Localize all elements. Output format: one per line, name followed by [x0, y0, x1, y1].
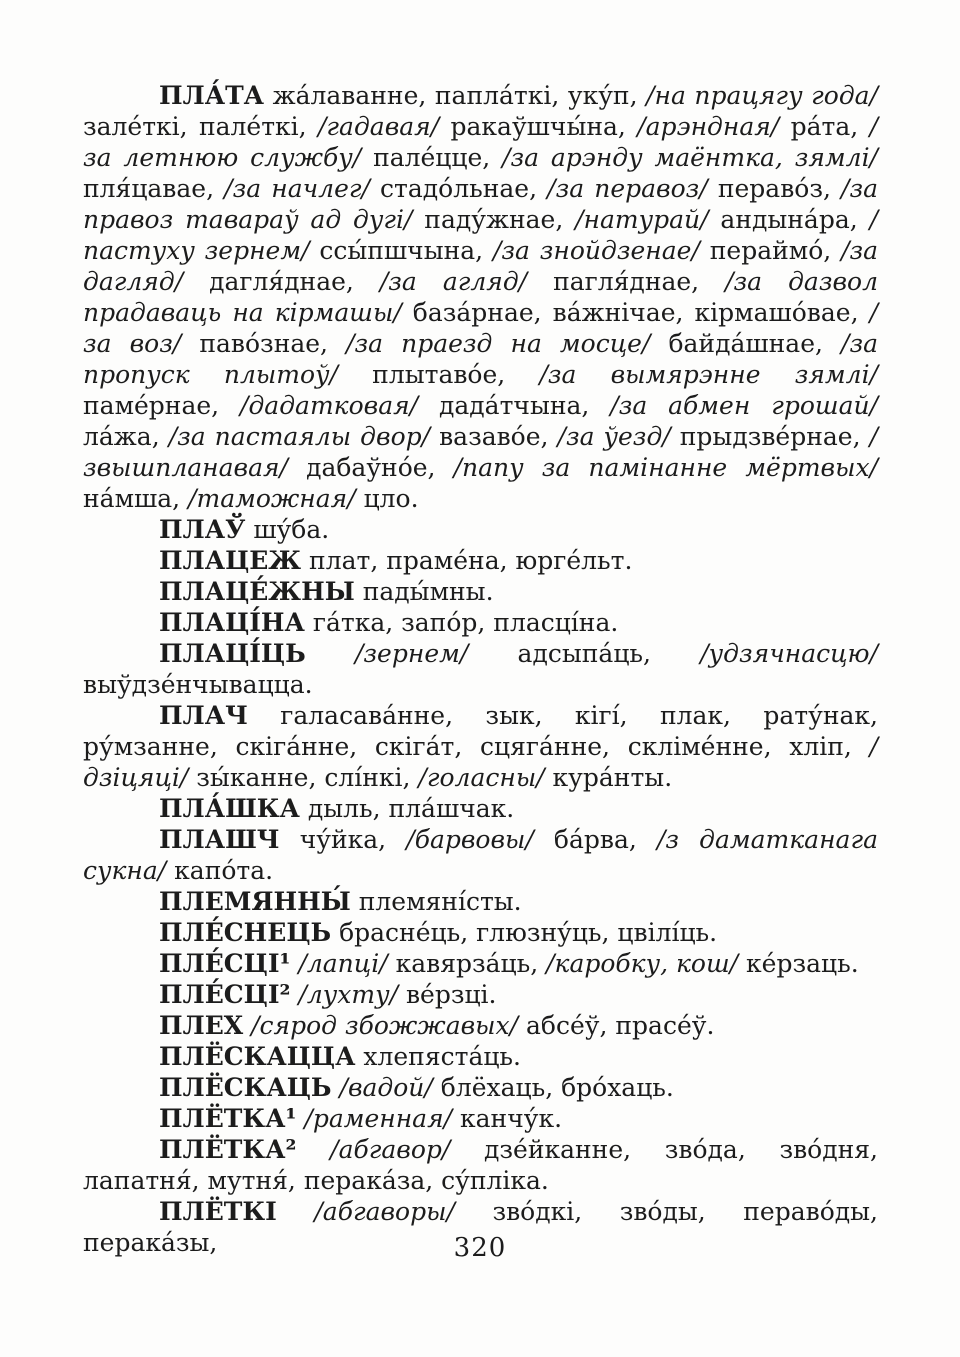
- entry-headword: ПЛЕМЯННЫ́: [159, 887, 351, 916]
- entry-synonyms: прыдзве́рнае,: [670, 422, 870, 451]
- dictionary-entry: [83, 1041, 878, 1072]
- entry-headword: ПЛЁТКІ: [159, 1197, 277, 1226]
- entry-context: /раменная/: [304, 1104, 453, 1133]
- entry-headword: ПЛАШЧ: [159, 825, 280, 854]
- entry-context: /дзіцяці/: [83, 732, 878, 792]
- entry-context: /дадатковая/: [240, 391, 419, 420]
- dictionary-entry: [83, 979, 878, 1010]
- entry-context: /арэндная/: [637, 112, 780, 141]
- entry-synonyms: дыль, пла́шчак.: [299, 794, 515, 823]
- dictionary-entry: [83, 80, 878, 514]
- entry-headword: ПЛАЧ: [159, 701, 248, 730]
- entry-synonyms: цло.: [355, 484, 419, 513]
- entry-context: /удзячнасцю/: [700, 639, 878, 668]
- dictionary-entry: [83, 545, 878, 576]
- dictionary-entry: [83, 793, 878, 824]
- entry-context: /голасны/: [418, 763, 545, 792]
- entry-context: /з даматканага сукна/: [83, 825, 878, 885]
- entry-synonyms: дабаўно́е,: [287, 453, 454, 482]
- entry-context: /за пастаялы двор/: [168, 422, 431, 451]
- entry-synonyms: блёхаць, бро́хаць.: [432, 1073, 674, 1102]
- entry-headword: ПЛАЦІ́НА: [159, 608, 305, 637]
- entry-context: /папу за памінанне мёртвых/: [453, 453, 878, 482]
- entry-synonyms: ссы́пшчына,: [309, 236, 493, 265]
- entry-synonyms: кура́нты.: [544, 763, 673, 792]
- entry-context: /за перавоз/: [547, 174, 708, 203]
- entry-context: /за арэнду маёнтка, зямлі/: [502, 143, 878, 172]
- entry-synonyms: зво́дкі, зво́ды, пераво́ды, перака́зы,: [83, 1197, 878, 1257]
- entry-headword: ПЛЕХ: [159, 1011, 244, 1040]
- entry-synonyms: абсе́ў, прасе́ў.: [518, 1011, 715, 1040]
- entry-synonyms: плытаво́е,: [337, 360, 540, 389]
- dictionary-entry: [83, 1103, 878, 1134]
- entry-headword: ПЛАЎ: [159, 515, 246, 544]
- entry-headword: ПЛА́ШКА: [159, 794, 300, 823]
- dictionary-entry: [83, 886, 878, 917]
- entry-context: /за ўезд/: [557, 422, 671, 451]
- entry-synonyms: байда́шнае,: [650, 329, 842, 358]
- entry-synonyms: племяні́сты.: [350, 887, 522, 916]
- entry-context: /лапці/: [298, 949, 388, 978]
- dictionary-entry: [83, 824, 878, 886]
- entry-context: /за дазвол прадаваць на кірмашы/: [83, 267, 878, 327]
- entry-synonyms: база́рнае, ва́жнічае, кірмашо́вае,: [401, 298, 870, 327]
- entry-synonyms: ра́та,: [779, 112, 870, 141]
- entry-headword: ПЛЕ́СЦІ¹: [159, 949, 291, 978]
- entry-synonyms: дада́тчына,: [418, 391, 611, 420]
- entry-headword: ПЛЕ́СЦІ²: [159, 980, 291, 1009]
- entry-context: /за агляд/: [379, 267, 528, 296]
- entry-synonyms: плат, праме́на, юрге́льт.: [301, 546, 633, 575]
- entry-synonyms: паду́жнае,: [412, 205, 576, 234]
- dictionary-entry: [83, 607, 878, 638]
- dictionary-entry: [83, 1010, 878, 1041]
- entry-headword: ПЛЁТКА²: [159, 1135, 297, 1164]
- dictionary-entry: [83, 638, 878, 700]
- entry-headword: ПЛЁСКАЦЦА: [159, 1042, 356, 1071]
- entry-synonyms: [332, 1073, 340, 1102]
- entry-context: /за правоз тавараў ад дугі/: [83, 174, 879, 234]
- dictionary-entry: [83, 917, 878, 948]
- entry-synonyms: адсыпа́ць,: [468, 639, 701, 668]
- entry-synonyms: ве́рзці.: [398, 980, 497, 1009]
- entry-synonyms: вазаво́е,: [430, 422, 558, 451]
- entry-context: /за абмен грошай/: [610, 391, 878, 420]
- entry-synonyms: ла́жа,: [83, 422, 169, 451]
- entry-context: /за знойдзенае/: [492, 236, 700, 265]
- entry-context: /гадавая/: [318, 112, 440, 141]
- entry-context: /за летнюю службу/: [83, 112, 878, 172]
- dictionary-entry: [83, 1134, 878, 1196]
- entry-headword: ПЛАЦЕ́ЖНЫ: [159, 577, 355, 606]
- dictionary-entry: [83, 514, 878, 545]
- entry-context: /за вымярэнне зямлі/: [539, 360, 878, 389]
- entry-headword: ПЛА́ТА: [159, 81, 265, 110]
- entry-synonyms: галасава́нне, зык, кігі́, плак, рату́нак, ру́мзанне, скіга́нне, скіга́т, сцяга́нне, скліме́нне, хліп,: [83, 701, 878, 761]
- entry-context: /на працягу года/: [646, 81, 878, 110]
- entry-context: /пастуху зернем/: [83, 205, 878, 265]
- dictionary-entry: [83, 948, 878, 979]
- entry-synonyms: пале́цце,: [361, 143, 503, 172]
- entry-synonyms: ке́рзаць.: [738, 949, 859, 978]
- entry-context: /сярод збожжавых/: [251, 1011, 519, 1040]
- entry-context: /зернем/: [355, 639, 469, 668]
- entry-synonyms: канчу́к.: [452, 1104, 563, 1133]
- entry-context: /таможная/: [188, 484, 356, 513]
- entry-synonyms: брасне́ць, глюзну́ць, цвілі́ць.: [331, 918, 718, 947]
- entry-synonyms: ба́рва,: [533, 825, 657, 854]
- entry-context: /абгаворы/: [314, 1197, 455, 1226]
- entry-headword: ПЛЁСКАЦЬ: [159, 1073, 332, 1102]
- entry-synonyms: на́мша,: [83, 484, 189, 513]
- entry-context: /звышпланавая/: [83, 422, 879, 482]
- entry-context: /за пропуск плытоў/: [83, 329, 878, 389]
- entry-synonyms: капо́та.: [166, 856, 274, 885]
- entry-context: /каробку, кош/: [546, 949, 739, 978]
- entry-headword: ПЛЕ́СНЕЦЬ: [159, 918, 332, 947]
- entry-synonyms: [306, 639, 355, 668]
- entry-context: /лухту/: [298, 980, 399, 1009]
- entry-synonyms: чу́йка,: [279, 825, 407, 854]
- entry-synonyms: пераво́з,: [707, 174, 842, 203]
- dictionary-entry: [83, 1072, 878, 1103]
- page-number: 320: [453, 1233, 507, 1263]
- entry-synonyms: жа́лаванне, папла́ткі, уку́п,: [264, 81, 647, 110]
- entry-synonyms: [277, 1197, 315, 1226]
- entry-headword: ПЛЁТКА¹: [159, 1104, 297, 1133]
- entry-context: /за праезд на мосце/: [346, 329, 651, 358]
- entry-synonyms: паво́знае,: [181, 329, 347, 358]
- entry-context: /за начлег/: [224, 174, 370, 203]
- entry-synonyms: хлепяста́ць.: [355, 1042, 521, 1071]
- entry-context: /барвовы/: [406, 825, 534, 854]
- entry-list: [83, 80, 878, 1258]
- entry-synonyms: дзе́йканне, зво́да, зво́дня, лапатня́, мутня́, перака́за, су́пліка.: [83, 1135, 878, 1195]
- entry-context: /натурай/: [575, 205, 709, 234]
- dictionary-entry: [83, 576, 878, 607]
- entry-context: /за дагляд/: [83, 236, 879, 296]
- entry-synonyms: дагля́днае,: [183, 267, 380, 296]
- entry-synonyms: ракаўшчы́на,: [439, 112, 638, 141]
- entry-headword: ПЛАЦЕЖ: [159, 546, 302, 575]
- entry-context: /за воз/: [83, 298, 878, 358]
- entry-context: /вадой/: [339, 1073, 433, 1102]
- entry-headword: ПЛАЦІ́ЦЬ: [159, 639, 306, 668]
- entry-synonyms: пля́цавае,: [83, 174, 225, 203]
- entry-synonyms: кавярза́ць,: [387, 949, 547, 978]
- entry-synonyms: зале́ткі, пале́ткі,: [83, 112, 318, 141]
- entry-context: /абгавор/: [330, 1135, 451, 1164]
- entry-synonyms: [243, 1011, 251, 1040]
- entry-synonyms: пераймо́,: [699, 236, 842, 265]
- entry-synonyms: [296, 1135, 330, 1164]
- dictionary-entry: [83, 700, 878, 793]
- entry-synonyms: га́тка, запо́р, пласці́на.: [304, 608, 619, 637]
- entry-synonyms: зы́канне, слі́нкі,: [188, 763, 419, 792]
- entry-synonyms: шу́ба.: [245, 515, 330, 544]
- entry-synonyms: стадо́льнае,: [369, 174, 548, 203]
- entry-synonyms: паме́рнае,: [83, 391, 241, 420]
- entry-synonyms: пагля́днае,: [527, 267, 726, 296]
- entry-synonyms: выўдзе́нчывацца.: [83, 670, 313, 699]
- entry-synonyms: пады́мны.: [354, 577, 494, 606]
- entry-synonyms: андына́ра,: [708, 205, 870, 234]
